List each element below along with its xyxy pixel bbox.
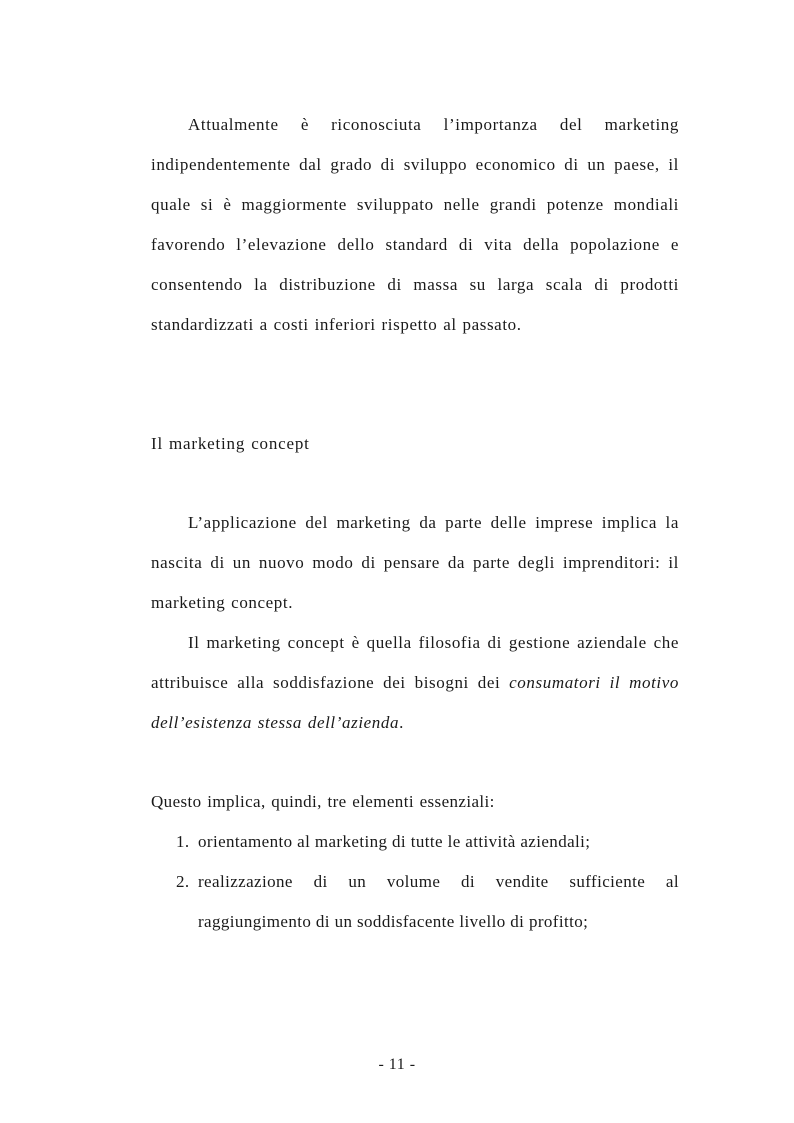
list-item-number: 2. — [176, 872, 190, 891]
elements-list — [151, 822, 679, 942]
list-item-text: realizzazione di un volume di vendite sufficiente al raggiungimento di un soddisfacente livello di profitto; — [198, 872, 679, 931]
elements-intro-paragraph: Questo implica, quindi, tre elementi essenziali: — [151, 792, 495, 811]
list-item-number: 1. — [176, 832, 190, 851]
definition-italic-text: consumatori il motivo dell’esistenza stessa dell’azienda — [151, 673, 679, 732]
definition-period: . — [399, 713, 404, 732]
page-number: - 11 - — [378, 1056, 416, 1073]
intro-paragraph: Attualmente è riconosciuta l’importanza del marketing indipendentemente dal grado di sviluppo economico di un paese, il quale si è maggiormente sviluppato nelle grandi potenze mondiali favorendo l’elevazione dello standard di vita della popolazione e consentendo la distribuzione di massa su larga scala di prodotti standardizzati a costi inferiori rispetto al passato. — [151, 115, 679, 334]
list-item-text: orientamento al marketing di tutte le attività aziendali; — [198, 832, 591, 851]
section-heading: Il marketing concept — [151, 434, 310, 453]
definition-paragraph — [151, 623, 679, 743]
marketing-concept-paragraph: L’applicazione del marketing da parte delle imprese implica la nascita di un nuovo modo di pensare da parte degli imprenditori: il marketing concept. — [151, 513, 679, 612]
list-item — [151, 822, 679, 862]
list-item — [151, 862, 679, 942]
definition-text: Il marketing concept è quella filosofia di gestione aziendale che attribuisce alla soddisfazione dei bisogni dei — [151, 633, 679, 692]
